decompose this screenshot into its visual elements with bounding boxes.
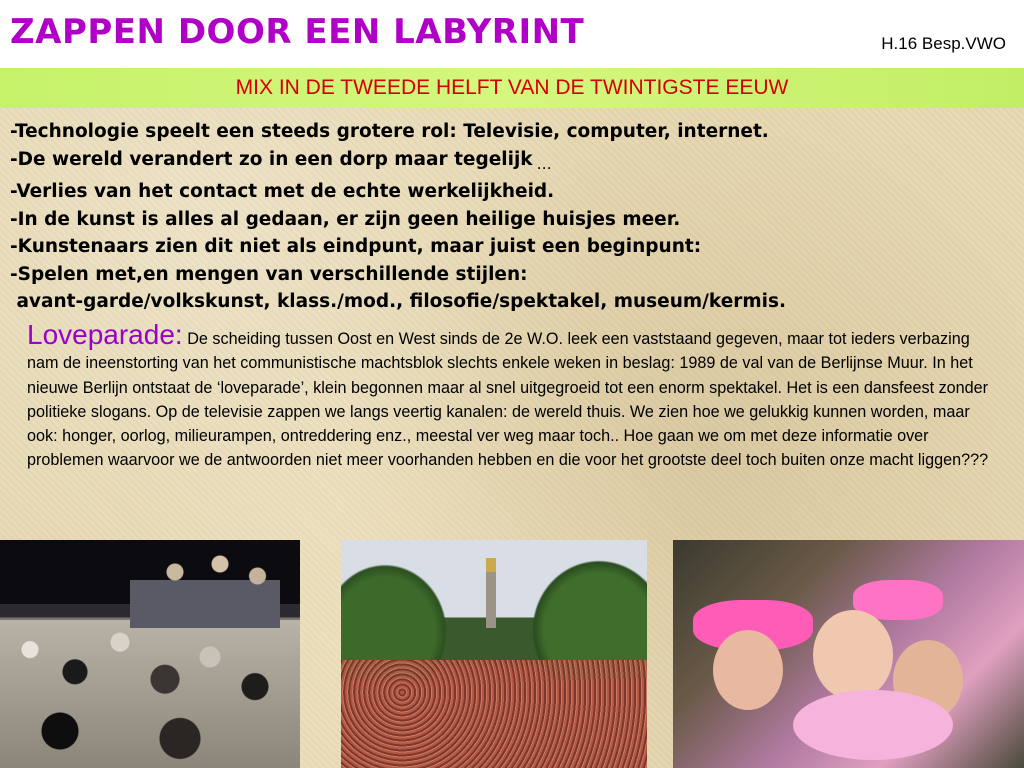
slide-title: ZAPPEN DOOR EEN LABYRINT: [10, 12, 585, 52]
photo-berlin-wall: [0, 540, 300, 768]
ellipsis-mark: …: [536, 154, 552, 173]
loveparade-paragraph: [27, 319, 1002, 473]
loveparade-heading: Loveparade:: [27, 319, 183, 350]
photo-berlin-wall-crowd: [0, 620, 300, 768]
bullet-item-text: -De wereld verandert zo in een dorp maar tegelijk: [10, 148, 533, 170]
subtitle-banner: MIX IN DE TWEEDE HELFT VAN DE TWINTIGSTE EEUW: [0, 68, 1024, 108]
bullet-list: [10, 118, 1014, 316]
photo-loveparade-dancers: [673, 540, 1024, 768]
bullet-item: [10, 146, 1014, 179]
photo-victory-column: [486, 558, 496, 628]
photo-face: [713, 630, 783, 710]
course-label: H.16 Besp.VWO: [881, 34, 1006, 53]
loveparade-text: De scheiding tussen Oost en West sinds de 2e W.O. leek een vaststaand gegeven, maar tot ieders verbazing nam de ineenstorting van het communistische machtsblok slechts enkele weken in beslag: 1989 de val van de Berlijnse Muur. In het nieuwe Berlijn ontstaat de ‘loveparade’, klein begonnen maar al snel uitgegroeid tot een enorm spektakel. Het is een dansfeest zonder politieke slogans. Op de televisie zappen we langs veertig kanalen: de wereld thuis. We zien hoe we gelukkig kunnen worden, maar ook: honger, oorlog, milieurampen, ontreddering enz., meestal ver weg maar toch.. Hoe gaan we om met deze informatie over problemen waarvoor we de antwoorden niet meer voorhanden hebben en die voor het grootste deel toch buiten onze macht liggen???: [27, 330, 989, 470]
photo-street-crowd: [341, 660, 647, 768]
bullet-item: -Spelen met,en mengen van verschillende stijlen:: [10, 263, 528, 285]
bullet-item: avant-garde/volkskunst, klass./mod., filosofie/spektakel, museum/kermis.: [10, 291, 787, 312]
bullet-item: -Technologie speelt een steeds grotere rol: Televisie, computer, internet.: [10, 121, 769, 142]
photo-face: [813, 610, 893, 700]
bullet-item: -In de kunst is alles al gedaan, er zijn geen heilige huisjes meer.: [10, 208, 681, 230]
photo-feather-boa: [793, 690, 953, 760]
slide-header: [0, 0, 1024, 68]
photo-loveparade-street: [341, 540, 647, 768]
bullet-item: -Kunstenaars zien dit niet als eindpunt, maar juist een beginpunt:: [10, 236, 702, 257]
bullet-item: -Verlies van het contact met de echte werkelijkheid.: [10, 181, 555, 202]
photo-berlin-wall-people: [130, 548, 280, 628]
